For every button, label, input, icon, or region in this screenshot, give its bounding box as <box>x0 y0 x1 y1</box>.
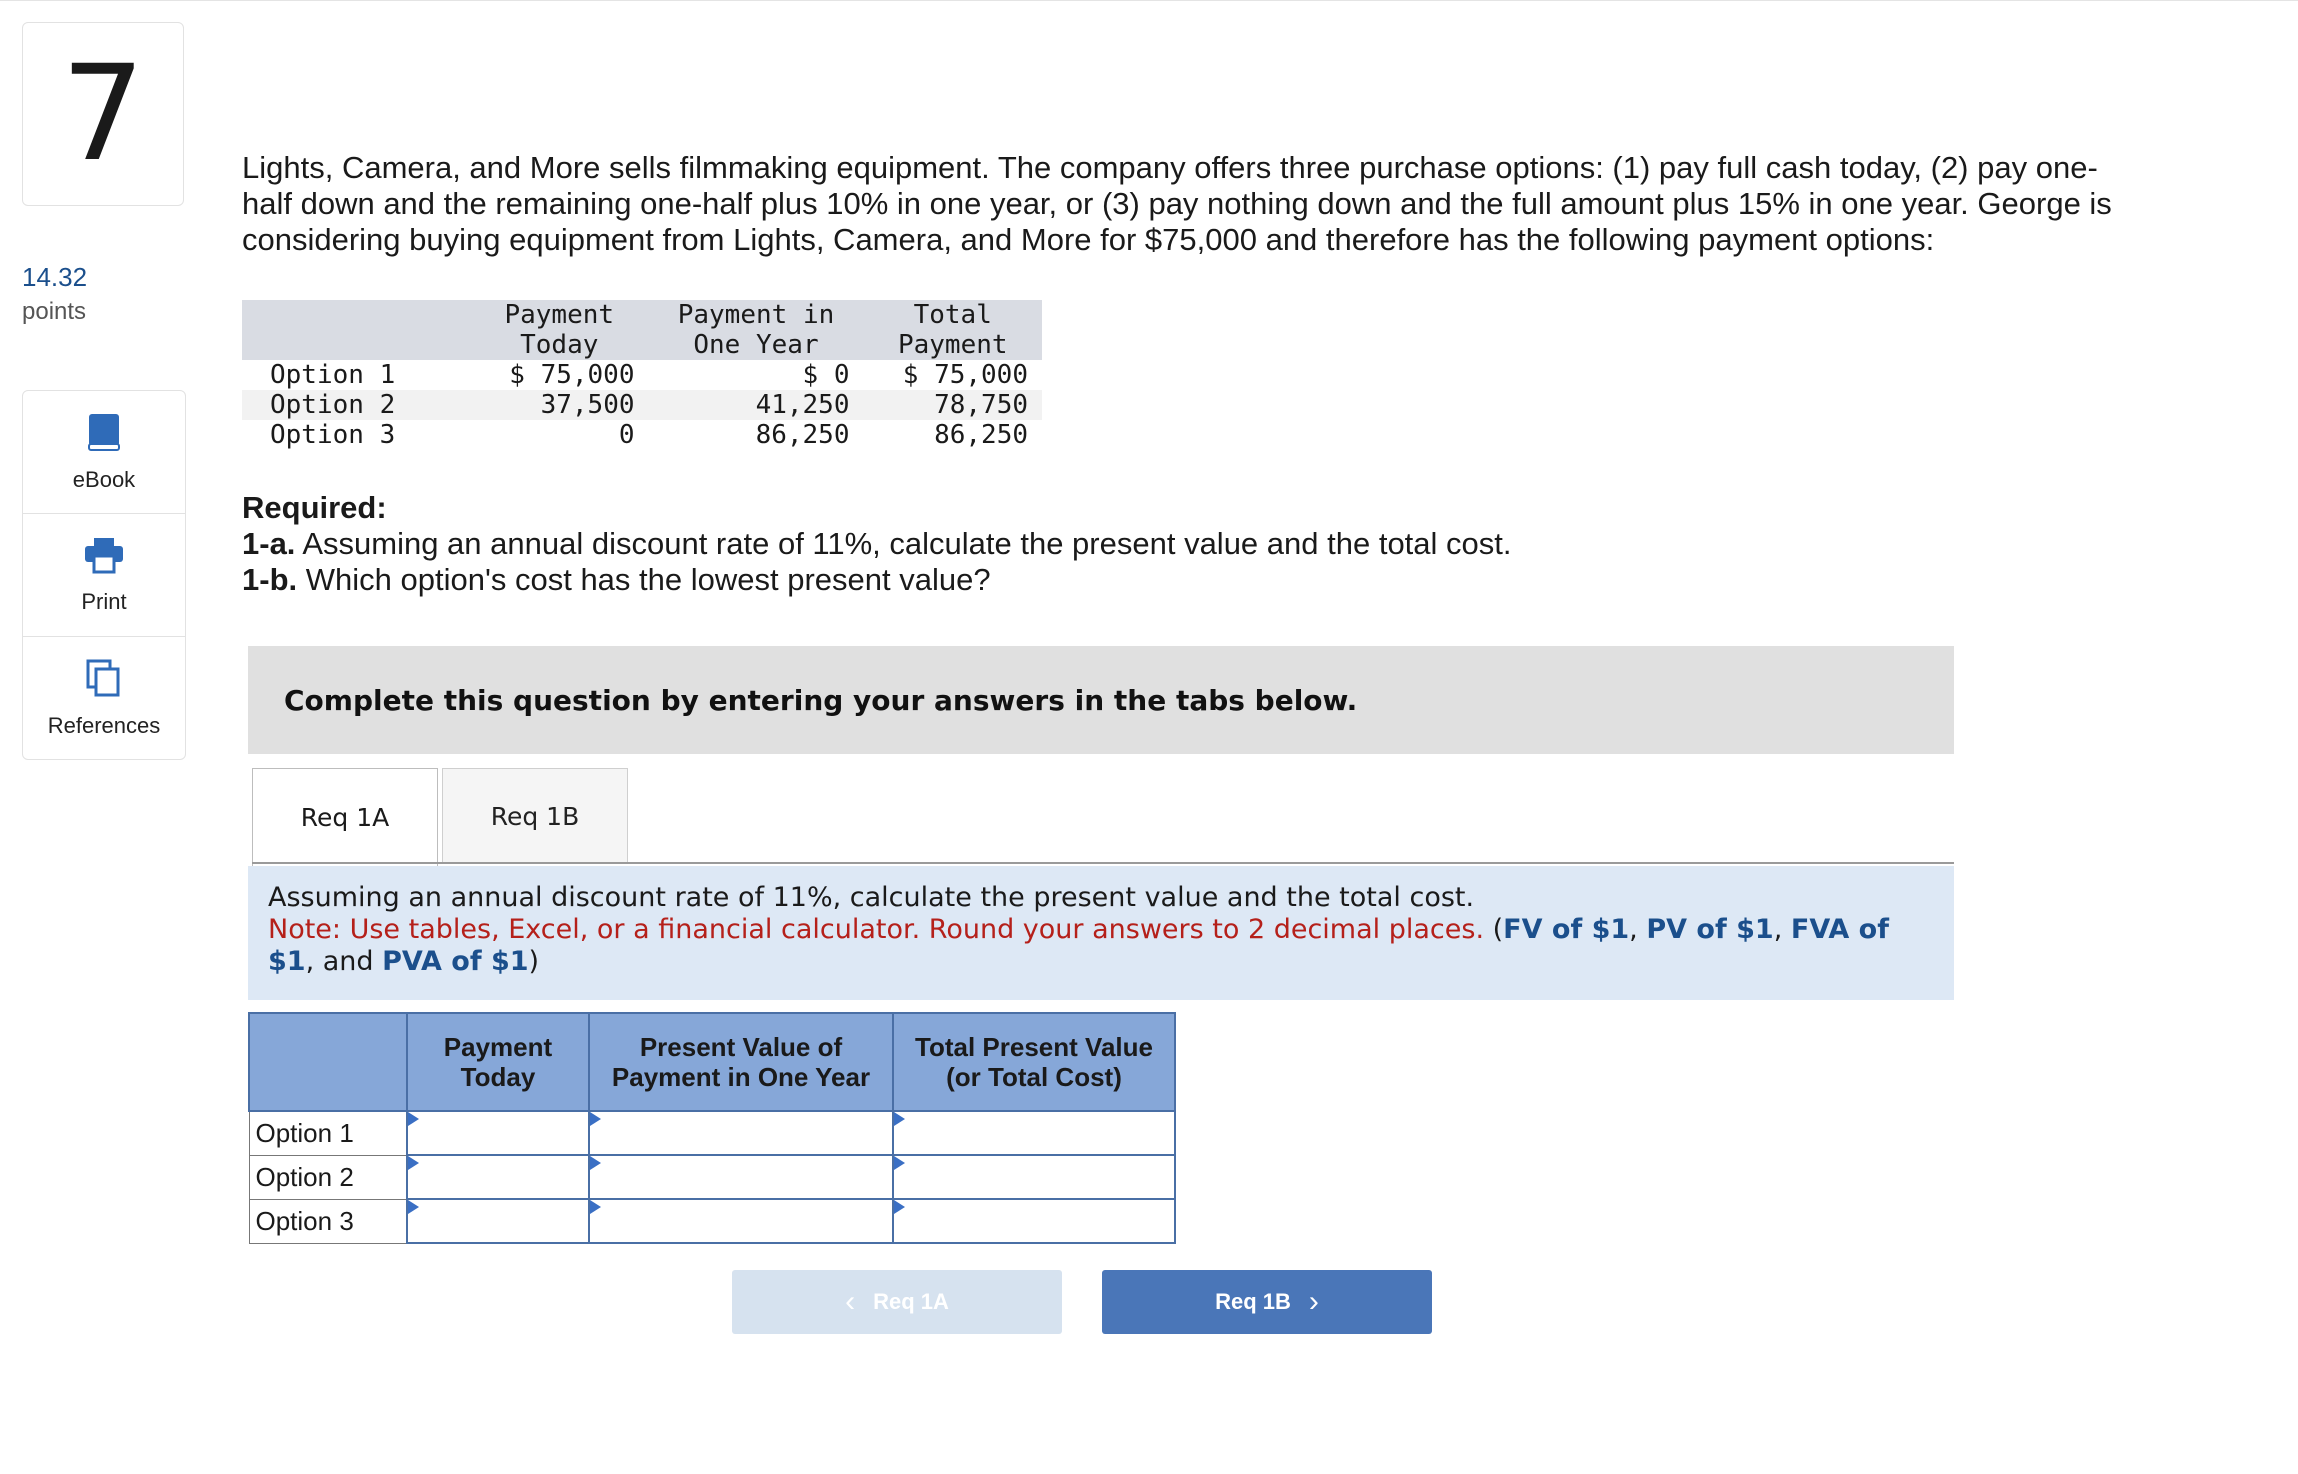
option-1-pv-one-year-input[interactable] <box>590 1112 892 1154</box>
required-section <box>242 490 1512 598</box>
tab-req-1a[interactable]: Req 1A <box>252 768 438 866</box>
input-cell <box>407 1155 589 1199</box>
req-1b-text: Which option's cost has the lowest present value? <box>297 562 991 597</box>
answer-row-option-2 <box>249 1155 1175 1199</box>
given-cell-today: 37,500 <box>470 390 649 420</box>
option-3-payment-today-input[interactable] <box>408 1200 588 1242</box>
given-row-option-2 <box>242 390 1042 420</box>
link-pva-of-1[interactable]: PVA of $1 <box>382 946 529 977</box>
chevron-left-icon: ‹ <box>845 1285 856 1318</box>
answer-header-total-pv: Total Present Value (or Total Cost) <box>893 1013 1175 1111</box>
req-1a-label: 1-a. <box>242 526 296 561</box>
given-cell-total: $ 75,000 <box>902 360 1028 390</box>
given-row-label: Option 1 <box>270 360 396 390</box>
instructions-sep: , and <box>305 946 383 977</box>
tab-req-1b[interactable]: Req 1B <box>442 768 628 864</box>
answer-row-label: Option 2 <box>249 1155 407 1199</box>
given-row-option-1 <box>242 360 1042 390</box>
chevron-right-icon: › <box>1308 1285 1319 1318</box>
input-cell <box>407 1199 589 1243</box>
answer-header-pv-one-year: Present Value of Payment in One Year <box>589 1013 893 1111</box>
answer-header-blank <box>249 1013 407 1111</box>
next-tab-button[interactable] <box>1102 1270 1432 1334</box>
prev-tab-button[interactable] <box>732 1270 1062 1334</box>
given-cell-today: 0 <box>618 420 635 450</box>
option-2-total-pv-input[interactable] <box>894 1156 1174 1198</box>
input-cell <box>893 1155 1175 1199</box>
ebook-label: eBook <box>72 466 136 492</box>
references-label: References <box>47 712 161 738</box>
points-value: 14.32 <box>22 262 88 292</box>
instructions-sep: , <box>1773 914 1791 945</box>
prev-tab-label: Req 1A <box>873 1289 949 1314</box>
given-header-blank <box>242 300 470 360</box>
points-label: points <box>22 298 87 325</box>
required-heading: Required: <box>242 490 387 525</box>
req-1a-text: Assuming an annual discount rate of 11%, calculate the present value and the total cost. <box>295 526 1512 561</box>
given-cell-one-year: 86,250 <box>755 420 850 450</box>
instructions-line: Assuming an annual discount rate of 11%, calculate the present value and the total cost. <box>268 882 1475 913</box>
top-divider <box>0 0 2298 1</box>
question-prompt: Lights, Camera, and More sells filmmaking equipment. The company offers three purchase options: (1) pay full cash today, (2) pay one-half down and the remaining one-half plus 10% in one year, or (3) pay nothing down and the full amount plus 15% in one year. George is considering buying equipment from Lights, Camera, and More for $75,000 and therefore has the following payment options: <box>242 150 2112 257</box>
input-cell <box>893 1111 1175 1155</box>
tab-instructions <box>248 866 1954 1000</box>
answer-header-payment-today: Payment Today <box>407 1013 589 1111</box>
ebook-button[interactable] <box>23 391 185 514</box>
link-fva-of-1[interactable]: FVA of $1 <box>268 914 1889 977</box>
option-2-payment-today-input[interactable] <box>408 1156 588 1198</box>
link-pv-of-1[interactable]: PV of $1 <box>1646 914 1774 945</box>
given-cell-one-year: $ 0 <box>802 360 850 390</box>
references-button[interactable] <box>23 637 185 759</box>
input-cell <box>589 1155 893 1199</box>
given-cell-today: $ 75,000 <box>509 360 635 390</box>
next-tab-label: Req 1B <box>1215 1289 1291 1314</box>
option-3-pv-one-year-input[interactable] <box>590 1200 892 1242</box>
print-label: Print <box>81 588 127 614</box>
given-payment-table <box>242 300 1042 450</box>
given-row-option-3 <box>242 420 1042 450</box>
tools-panel <box>22 390 186 760</box>
input-cell <box>407 1111 589 1155</box>
given-cell-total: 78,750 <box>863 390 1042 420</box>
req-1b-label: 1-b. <box>242 562 298 597</box>
option-1-payment-today-input[interactable] <box>408 1112 588 1154</box>
given-cell-one-year: 41,250 <box>649 390 864 420</box>
given-header-one-year: Payment in One Year <box>649 300 864 360</box>
input-cell <box>589 1199 893 1243</box>
given-cell-total: 86,250 <box>934 420 1028 450</box>
instructions-banner: Complete this question by entering your answers in the tabs below. <box>248 646 1954 754</box>
given-header-total: Total Payment <box>863 300 1042 360</box>
tab-underline <box>252 862 1954 864</box>
option-1-total-pv-input[interactable] <box>894 1112 1174 1154</box>
question-number: 7 <box>22 22 184 206</box>
given-row-label: Option 2 <box>242 390 470 420</box>
answer-row-option-1 <box>249 1111 1175 1155</box>
input-cell <box>893 1199 1175 1243</box>
given-header-today: Payment Today <box>470 300 649 360</box>
instructions-paren-close: ) <box>528 946 540 977</box>
answer-table <box>248 1012 1176 1244</box>
input-cell <box>589 1111 893 1155</box>
copy-icon <box>85 658 123 703</box>
instructions-sep: , <box>1629 914 1647 945</box>
instructions-paren-open: ( <box>1484 914 1504 945</box>
given-row-label: Option 3 <box>270 420 396 450</box>
answer-row-option-3 <box>249 1199 1175 1243</box>
answer-row-label: Option 1 <box>249 1111 407 1155</box>
link-fv-of-1[interactable]: FV of $1 <box>1503 914 1630 945</box>
instructions-note: Note: Use tables, Excel, or a financial calculator. Round your answers to 2 decimal places. <box>268 914 1485 945</box>
option-2-pv-one-year-input[interactable] <box>590 1156 892 1198</box>
option-3-total-pv-input[interactable] <box>894 1200 1174 1242</box>
print-button[interactable] <box>23 514 185 637</box>
printer-icon <box>83 536 125 579</box>
answer-row-label: Option 3 <box>249 1199 407 1243</box>
book-icon <box>86 412 122 457</box>
